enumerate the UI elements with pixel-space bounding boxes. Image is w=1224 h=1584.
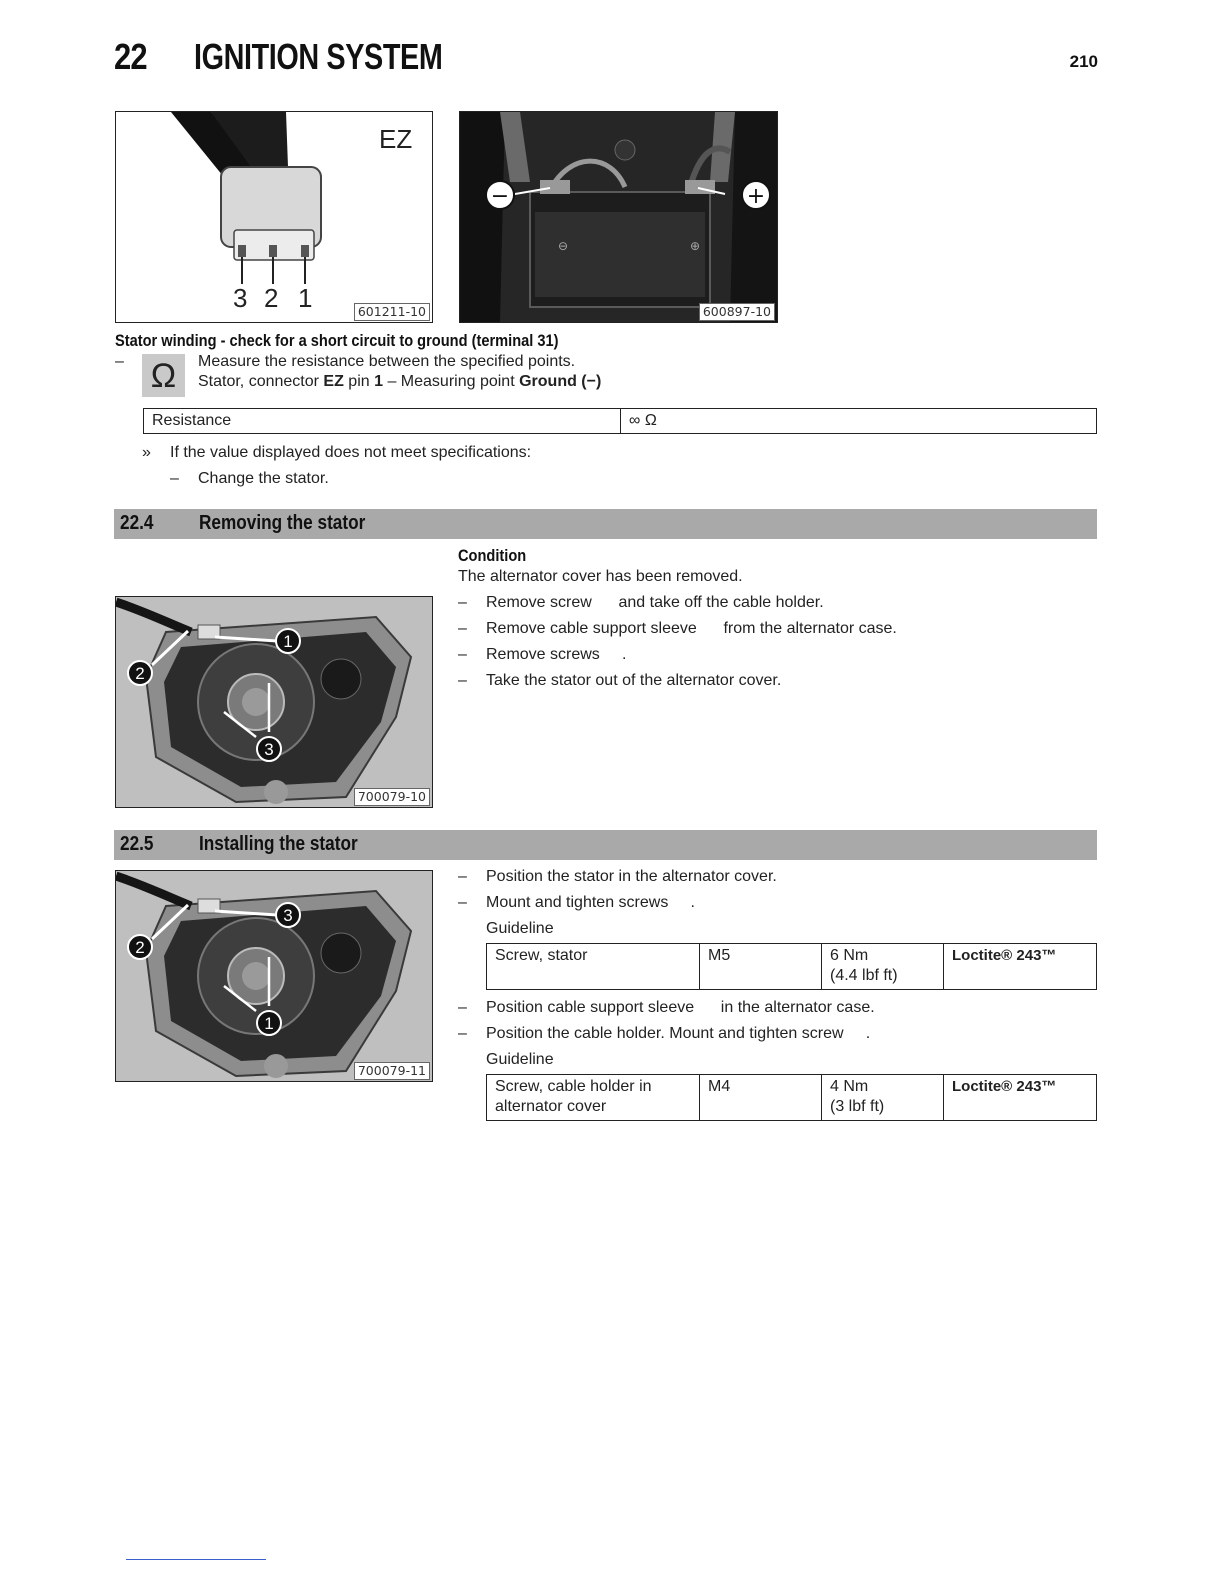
installing-step: Position cable support sleeve in the alternator case.	[486, 999, 875, 1016]
section-number: 22.4	[120, 512, 154, 534]
removing-step: Take the stator out of the alternator cover.	[486, 672, 782, 689]
resistance-label: Resistance	[144, 409, 621, 434]
spec-thread: M4	[700, 1075, 822, 1121]
callout-2: 2	[135, 664, 145, 683]
pin-label-1: 1	[298, 283, 313, 313]
footer-link-line	[126, 1559, 266, 1560]
callout-1: 1	[264, 1014, 274, 1033]
if-condition: If the value displayed does not meet specifications:	[170, 444, 532, 461]
pin-label-3: 3	[233, 283, 248, 313]
svg-text:⊖: ⊖	[558, 239, 569, 253]
callout-1: 1	[283, 632, 293, 651]
stator-removal-figure	[115, 596, 433, 808]
connector-drawing	[116, 112, 432, 322]
figure-code: 700079-10	[354, 788, 430, 806]
callout-3: 3	[283, 906, 293, 925]
installing-step: Position the cable holder. Mount and tighten screw .	[486, 1025, 871, 1042]
stator-photo	[116, 597, 432, 807]
check-dash: –	[115, 353, 124, 370]
connector-name: EZ	[323, 373, 344, 390]
pin-label-2: 2	[264, 283, 279, 313]
measure-points-text: pin	[343, 373, 375, 390]
installing-step: Mount and tighten screws .	[486, 894, 695, 911]
callout-2: 2	[135, 938, 145, 957]
chapter-number: 22	[114, 36, 147, 77]
torque-nm: 4 Nm	[830, 1078, 869, 1095]
section-header-removing	[114, 509, 1097, 539]
torque-nm: 6 Nm	[830, 947, 869, 964]
spec-item: Screw, stator	[487, 944, 700, 990]
step-dash: –	[458, 999, 467, 1016]
condition-label: Condition	[458, 546, 527, 565]
step-dash: –	[458, 1025, 467, 1042]
guideline-label: Guideline	[486, 920, 554, 937]
page-number: 210	[1069, 52, 1098, 71]
ground-point: Ground (−)	[519, 373, 602, 390]
callout-3: 3	[264, 740, 274, 759]
battery-figure	[459, 111, 778, 323]
step-dash: –	[458, 894, 467, 911]
measure-instruction: Measure the resistance between the specified points.	[198, 353, 576, 370]
spec-torque	[822, 1075, 944, 1121]
resistance-table	[143, 408, 1097, 434]
action-dash: –	[170, 470, 179, 487]
section-title: Removing the stator	[199, 512, 366, 534]
measure-points-text: – Measuring point	[383, 373, 520, 390]
figure-code: 601211-10	[354, 303, 430, 321]
step-dash: –	[458, 868, 467, 885]
resistance-value: ∞ Ω	[621, 409, 1097, 434]
figure-code: 700079-11	[354, 1062, 430, 1080]
step-dash: –	[458, 672, 467, 689]
installing-step: Position the stator in the alternator cover.	[486, 868, 777, 885]
spec-item-line: alternator cover	[495, 1098, 607, 1115]
section-header-installing	[114, 830, 1097, 860]
battery-photo	[460, 112, 777, 322]
check-title: Stator winding - check for a short circuit to ground (terminal 31)	[115, 331, 559, 350]
table-row	[144, 409, 1097, 434]
spec-adhesive: Loctite® 243™	[944, 1075, 1097, 1121]
minus-terminal-label: −	[490, 184, 510, 209]
connector-figure	[115, 111, 433, 323]
condition-text: The alternator cover has been removed.	[458, 568, 743, 585]
step-dash: –	[458, 646, 467, 663]
section-number: 22.5	[120, 833, 154, 855]
ohm-meter-icon	[142, 354, 185, 397]
figure-code: 600897-10	[699, 303, 775, 321]
table-row	[487, 944, 1097, 990]
spec-item	[487, 1075, 700, 1121]
chapter-title: IGNITION SYSTEM	[194, 36, 443, 77]
action-text: Change the stator.	[198, 470, 329, 487]
torque-lbf: (3 lbf ft)	[830, 1098, 885, 1115]
if-marker: »	[142, 444, 151, 461]
table-row	[487, 1075, 1097, 1121]
section-title: Installing the stator	[199, 833, 358, 855]
removing-step: Remove cable support sleeve from the alternator case.	[486, 620, 897, 637]
spec-item-line: Screw, cable holder in	[495, 1078, 652, 1095]
removing-step: Remove screws .	[486, 646, 627, 663]
svg-text:⊕: ⊕	[690, 239, 701, 253]
pin-number: 1	[374, 373, 384, 390]
spec-torque	[822, 944, 944, 990]
spec-thread: M5	[700, 944, 822, 990]
ohm-symbol: Ω	[150, 357, 177, 395]
step-dash: –	[458, 620, 467, 637]
torque-lbf: (4.4 lbf ft)	[830, 967, 898, 984]
plus-terminal-label: +	[746, 184, 766, 209]
stator-install-figure	[115, 870, 433, 1082]
cable-holder-spec-table	[486, 1074, 1097, 1121]
measure-points	[198, 373, 601, 391]
stator-screw-spec-table	[486, 943, 1097, 990]
spec-adhesive: Loctite® 243™	[944, 944, 1097, 990]
guideline-label: Guideline	[486, 1051, 554, 1068]
connector-label: EZ	[379, 124, 413, 154]
stator-photo	[116, 871, 432, 1081]
removing-step: Remove screw and take off the cable holder.	[486, 594, 824, 611]
measure-points-text: Stator, connector	[198, 373, 324, 390]
step-dash: –	[458, 594, 467, 611]
